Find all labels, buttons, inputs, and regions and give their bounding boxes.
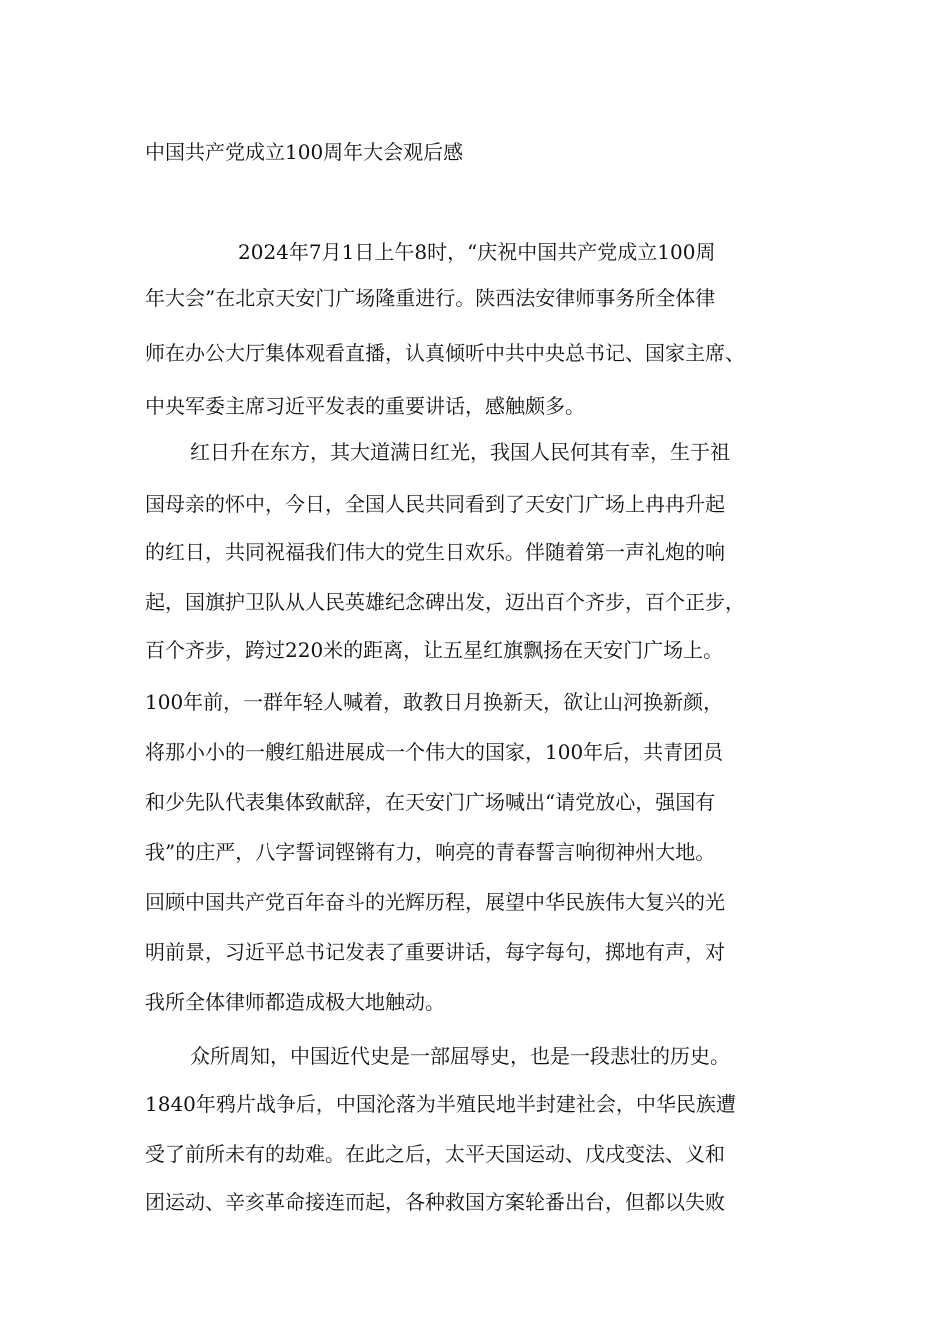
text-line: 2024年7月1日上午8时，“庆祝中国共产党成立100周 xyxy=(238,240,716,264)
text-line: 受了前所未有的劫难。在此之后，太平天国运动、戊戌变法、义和 xyxy=(145,1142,725,1166)
text-line: 100年前，一群年轻人喊着，敢教日月换新天，欲让山河换新颜， xyxy=(145,690,724,714)
text-line: 起，国旗护卫队从人民英雄纪念碑出发，迈出百个齐步，百个正步， xyxy=(145,590,745,614)
text-line: 中央军委主席习近平发表的重要讲话，感触颇多。 xyxy=(145,394,585,418)
text-line: 红日升在东方，其大道满日红光，我国人民何其有幸，生于祖 xyxy=(190,440,730,464)
text-line: 1840年鸦片战争后，中国沦落为半殖民地半封建社会，中华民族遭 xyxy=(145,1092,736,1116)
text-line: 众所周知，中国近代史是一部屈辱史，也是一段悲壮的历史。 xyxy=(190,1044,730,1068)
text-line: 我所全体律师都造成极大地触动。 xyxy=(145,990,445,1014)
text-line: 团运动、辛亥革命接连而起，各种救国方案轮番出台，但都以失败 xyxy=(145,1190,725,1214)
text-line: 师在办公大厅集体观看直播，认真倾听中共中央总书记、国家主席、 xyxy=(145,341,745,365)
text-line: 我”的庄严，八字誓词铿锵有力，响亮的青春誓言响彻神州大地。 xyxy=(145,840,716,864)
text-line: 国母亲的怀中，今日，全国人民共同看到了天安门广场上冉冉升起 xyxy=(145,492,725,516)
text-line: 明前景，习近平总书记发表了重要讲话，每字每句，掷地有声，对 xyxy=(145,940,725,964)
text-line: 将那小小的一艘红船进展成一个伟大的国家，100年后，共青团员 xyxy=(145,740,724,764)
text-line: 和少先队代表集体致献辞，在天安门广场喊出“请党放心，强国有 xyxy=(145,790,716,814)
document-title: 中国共产党成立100周年大会观后感 xyxy=(145,140,464,164)
text-line: 年大会”在北京天安门广场隆重进行。陕西法安律师事务所全体律 xyxy=(145,286,716,310)
text-line: 百个齐步，跨过220米的距离，让五星红旗飘扬在天安门广场上。 xyxy=(145,638,724,662)
text-line: 回顾中国共产党百年奋斗的光辉历程，展望中华民族伟大复兴的光 xyxy=(145,890,725,914)
text-line: 的红日，共同祝福我们伟大的党生日欢乐。伴随着第一声礼炮的响 xyxy=(145,540,725,564)
